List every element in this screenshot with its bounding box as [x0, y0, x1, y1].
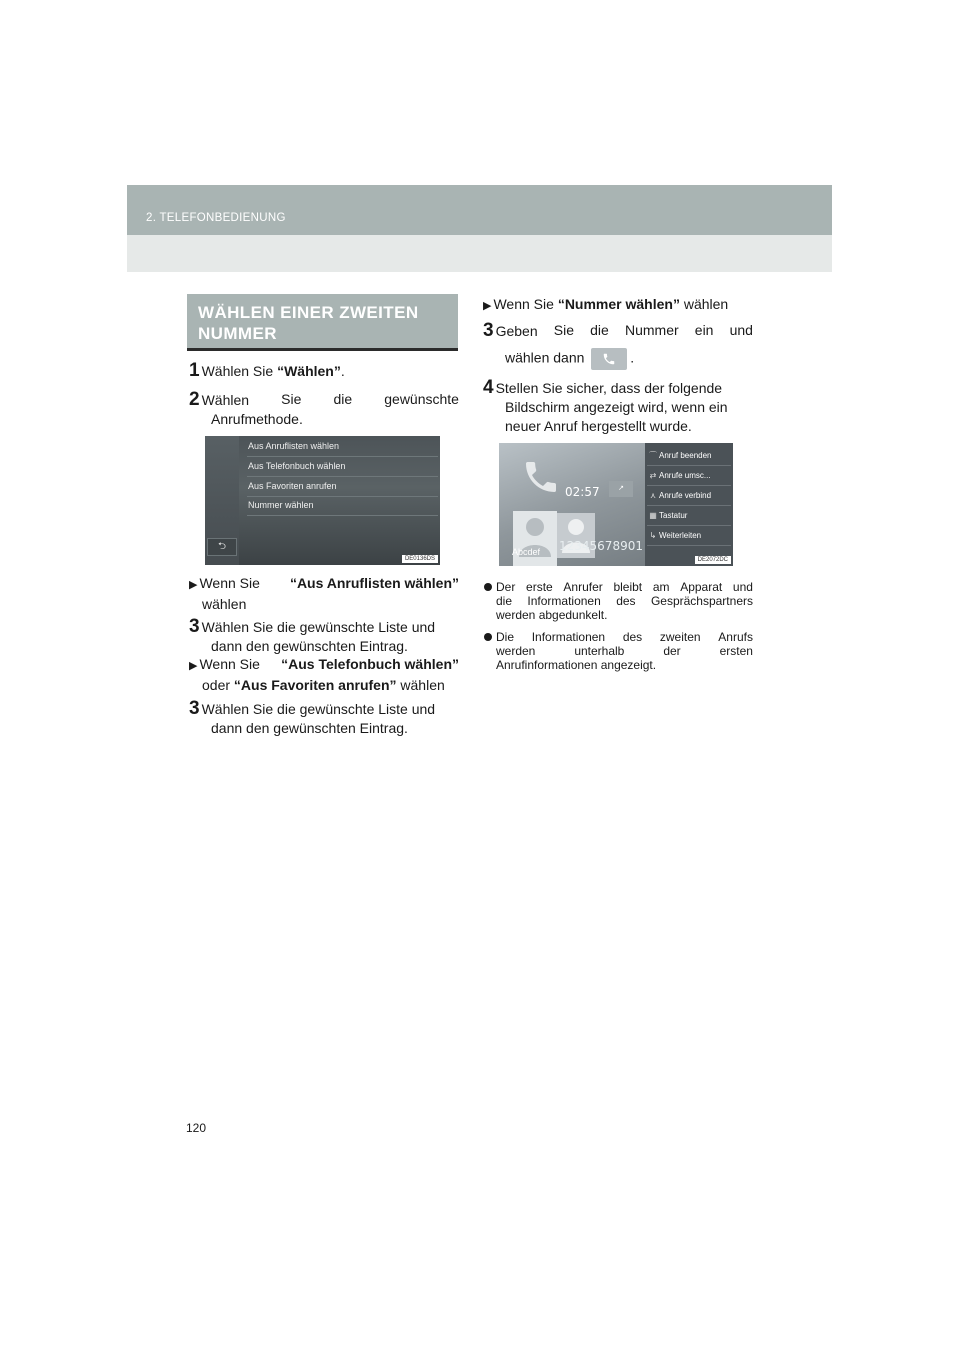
note-1-line2-text: die	[496, 594, 513, 608]
step-number: 3	[189, 698, 200, 719]
note-2-line1-text: Die	[496, 630, 515, 644]
keypad-icon: ▦	[649, 511, 657, 520]
word: ersten	[719, 644, 753, 658]
hang-up-icon: ⌒	[649, 451, 657, 460]
swap-icon: ⇄	[649, 471, 657, 480]
word: des	[622, 630, 643, 644]
header-subband	[127, 235, 832, 272]
note-1-body	[483, 580, 753, 622]
word: des	[616, 594, 636, 608]
triangle-icon: ▶	[189, 660, 198, 672]
step-3a-text1: Wählen Sie die gewünschte Liste und	[201, 619, 436, 635]
menu-swap-calls[interactable]	[647, 466, 731, 486]
option-call-lists	[189, 574, 459, 614]
merge-icon: ⋏	[650, 491, 656, 500]
word: Anrufs	[718, 630, 753, 644]
menu-keypad[interactable]	[647, 506, 731, 526]
menu-label: Anrufe verbind	[659, 491, 712, 500]
option-text: Wenn Sie	[199, 656, 260, 672]
option-ui-label: “Nummer wählen”	[557, 296, 680, 312]
note-2-line2	[496, 644, 753, 658]
step-2-line1-wrap	[189, 390, 249, 410]
menu-label: Anruf beenden	[659, 451, 712, 460]
menu-label: Weiterleiten	[659, 531, 702, 540]
step-4-text2: Bildschirm angezeigt wird, wenn ein	[505, 399, 728, 415]
word: Sie	[553, 322, 574, 338]
note-2-body	[483, 630, 753, 672]
word: bleibt	[613, 580, 643, 594]
back-arrow-icon: ⮌	[217, 541, 226, 552]
mute-icon[interactable]: ↗	[609, 481, 633, 497]
call-button[interactable]	[591, 348, 627, 370]
word: und	[732, 580, 753, 594]
step-2-line1	[189, 390, 459, 410]
step-3b	[189, 699, 459, 738]
word: Sie	[281, 391, 302, 407]
menu-label: Anrufe umsc...	[659, 471, 711, 480]
option-ui-label-2: “Aus Favoriten anrufen”	[233, 677, 397, 693]
note-1-line1	[496, 580, 753, 594]
word: Informationen	[531, 630, 606, 644]
word: Apparat	[680, 580, 723, 594]
step-4	[483, 378, 753, 436]
note-2	[483, 630, 753, 672]
step-1	[189, 361, 459, 381]
option-text-mid: oder	[202, 677, 234, 693]
step-3a-line1	[189, 617, 459, 637]
step-3-right	[483, 321, 753, 370]
menu-merge-calls[interactable]	[647, 486, 731, 506]
second-call-screen	[499, 443, 733, 566]
image-code: DE0136DS	[402, 555, 438, 563]
step-4-text1: Stellen Sie sicher, dass der folgende	[495, 380, 723, 396]
word: Anrufer	[563, 580, 603, 594]
bullet-icon	[483, 581, 494, 592]
step-3b-line1	[189, 699, 459, 719]
step-number: 2	[189, 389, 200, 410]
step-3b-text2: dann den gewünschten Eintrag.	[211, 720, 408, 736]
note-2-line3: Anrufinformationen angezeigt.	[496, 658, 657, 672]
step-number: 1	[189, 360, 200, 381]
page-number: 120	[186, 1121, 207, 1135]
note-1	[483, 580, 753, 622]
option-line	[189, 574, 459, 595]
step-2	[189, 390, 459, 429]
step-3-right-text1: Geben	[495, 323, 538, 339]
step-ui-label: “Wählen”	[277, 363, 341, 379]
word: und	[729, 322, 753, 338]
note-1-line2	[496, 594, 753, 608]
menu-item-dial-number[interactable]: Nummer wählen	[247, 496, 438, 516]
menu-forward[interactable]	[647, 526, 731, 546]
caller-number: 12345678901	[559, 539, 643, 553]
note-1-line3: werden abgedunkelt.	[496, 608, 608, 622]
step-4-text3: neuer Anruf hergestellt wurde.	[505, 418, 692, 434]
option-line2	[189, 676, 459, 695]
back-button[interactable]	[207, 538, 237, 556]
step-3-right-text2: wählen dann	[505, 349, 585, 366]
step-3-right-line1-wrap	[483, 321, 538, 341]
step-4-line1	[483, 378, 753, 398]
avatar-first-caller	[513, 511, 557, 566]
word: Nummer	[624, 322, 679, 338]
step-text-end: .	[340, 363, 345, 379]
section-title	[187, 294, 458, 351]
image-code: DE2072DC	[695, 556, 731, 564]
option-text: Wenn Sie	[199, 575, 260, 591]
step-3-right-text2-end: .	[630, 349, 635, 366]
call-options-menu	[645, 443, 733, 566]
step-number: 4	[483, 377, 494, 398]
menu-label: Tastatur	[659, 511, 688, 520]
step-3-right-line2	[483, 348, 753, 370]
word: erste	[526, 580, 553, 594]
option-text: Wenn Sie	[493, 296, 558, 312]
step-3a	[189, 617, 459, 656]
word: Informationen	[527, 594, 601, 608]
step-3a-text2: dann den gewünschten Eintrag.	[211, 638, 408, 654]
chapter-title: 2. TELEFONBEDIENUNG	[146, 212, 286, 224]
word: zweiten	[659, 630, 701, 644]
triangle-icon: ▶	[483, 300, 492, 312]
menu-item-phonebook[interactable]: Aus Telefonbuch wählen	[247, 457, 438, 477]
word: ein	[694, 322, 714, 338]
call-timer: 02:57	[565, 485, 600, 499]
option-text-end: wählen	[679, 296, 729, 312]
option-ui-label: “Aus Anruflisten wählen”	[289, 575, 459, 591]
triangle-icon: ▶	[189, 579, 198, 591]
bullet-icon	[483, 631, 494, 642]
step-text: Wählen Sie	[201, 363, 278, 379]
caller-name: Abcdef	[512, 547, 541, 557]
note-1-line1-text: Der	[496, 580, 516, 594]
option-phonebook-favorites	[189, 655, 459, 695]
option-ui-label: “Aus Telefonbuch wählen”	[281, 656, 459, 672]
menu-item-call-lists[interactable]: Aus Anruflisten wählen	[247, 437, 438, 457]
step-3b-text1: Wählen Sie die gewünschte Liste und	[201, 701, 436, 717]
word: die	[333, 391, 353, 407]
option-line	[189, 655, 459, 676]
step-number: 3	[189, 616, 200, 637]
note-2-line1	[496, 630, 753, 644]
step-2-line2: Anrufmethode.	[211, 411, 303, 427]
word: gewünschte	[384, 391, 459, 407]
phone-icon	[602, 352, 616, 366]
step-3-right-line1	[483, 321, 753, 341]
word: Gesprächspartners	[650, 594, 753, 608]
note-2-line2-text: werden	[496, 644, 536, 658]
option-text-end: wählen	[202, 596, 247, 612]
handset-icon	[521, 447, 561, 507]
word: der	[663, 644, 681, 658]
step-2-line1-text: Wählen	[201, 392, 250, 408]
header-band	[127, 185, 832, 235]
dial-method-screen	[205, 436, 440, 565]
section-title-line2: NUMMER	[198, 324, 277, 343]
option-line-left	[189, 655, 260, 676]
forward-icon: ↳	[649, 531, 657, 540]
word: am	[652, 580, 670, 594]
menu-item-favorites[interactable]: Aus Favoriten anrufen	[247, 477, 438, 497]
option-dial-number	[483, 295, 753, 316]
menu-end-call[interactable]	[647, 446, 731, 466]
option-line-left	[189, 574, 260, 595]
option-text-end: wählen	[396, 677, 445, 693]
word: unterhalb	[574, 644, 625, 658]
word: die	[590, 322, 609, 338]
step-number: 3	[483, 320, 494, 341]
section-title-line1: WÄHLEN EINER ZWEITEN	[198, 303, 419, 322]
